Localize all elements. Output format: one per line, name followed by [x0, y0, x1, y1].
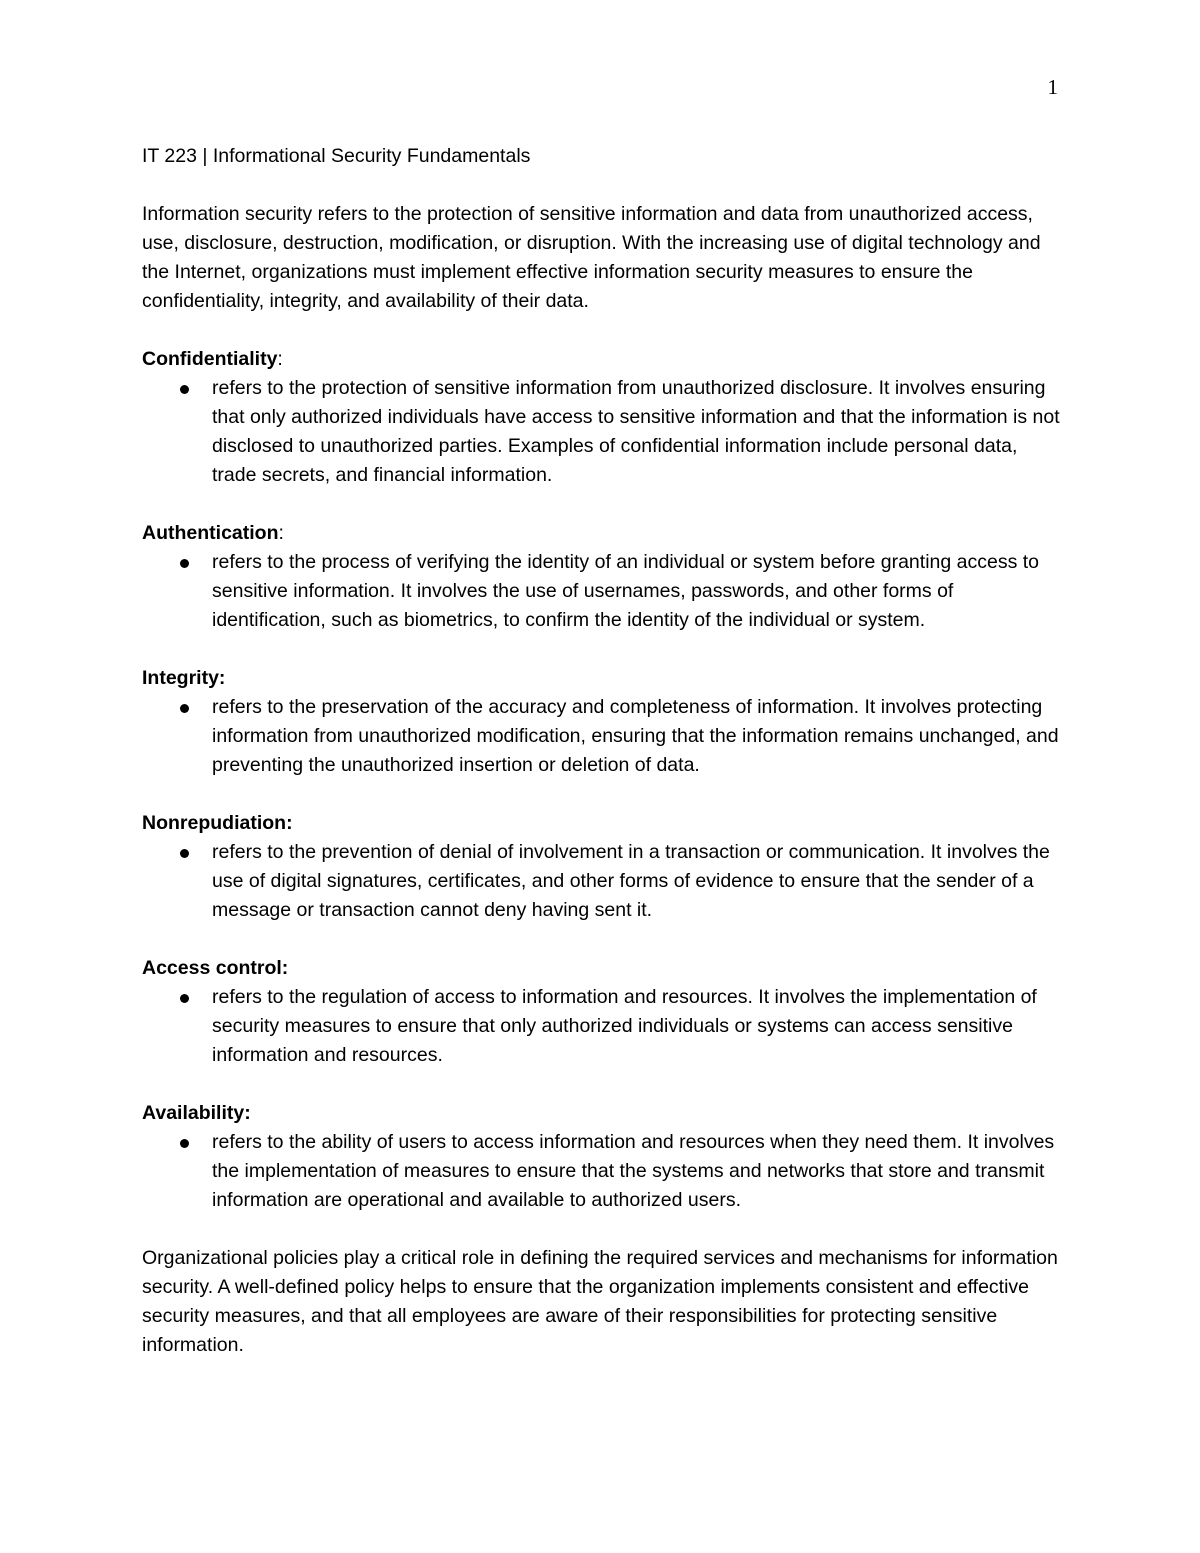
bullet-icon	[180, 559, 189, 568]
section-list	[142, 693, 1062, 780]
section-heading-text: Nonrepudiation:	[142, 812, 293, 834]
bullet-icon	[180, 704, 189, 713]
list-item	[142, 1128, 1062, 1215]
list-item-text: refers to the protection of sensitive information from unauthorized disclosure. It involves ensuring that only authorized individuals have access to sensitive information and that the information is not disclosed to unauthorized parties. Examples of confidential information include personal data, trade secrets, and financial information.	[212, 377, 1060, 486]
section-list	[142, 548, 1062, 635]
section-list	[142, 1128, 1062, 1215]
section-heading-text: Integrity:	[142, 667, 226, 689]
section-heading	[142, 954, 1062, 983]
intro-paragraph: Information security refers to the protection of sensitive information and data from unauthorized access, use, disclosure, destruction, modification, or disruption. With the increasing use of digital technology and the Internet, organizations must implement effective information security measures to ensure the confidentiality, integrity, and availability of their data.	[142, 203, 1041, 312]
list-item-text: refers to the preservation of the accuracy and completeness of information. It involves protecting information from unauthorized modification, ensuring that the information remains unchanged, and preventing the unauthorized insertion or deletion of data.	[212, 696, 1059, 776]
section-list	[142, 983, 1062, 1070]
section-heading-suffix: :	[278, 522, 284, 544]
section-availability	[142, 1099, 1062, 1215]
list-item	[142, 548, 1062, 635]
section-heading-text: Access control:	[142, 957, 289, 979]
bullet-icon	[180, 849, 189, 858]
section-authentication	[142, 519, 1062, 635]
section-list	[142, 838, 1062, 925]
section-heading	[142, 519, 1062, 548]
section-heading	[142, 1099, 1062, 1128]
list-item-text: refers to the prevention of denial of involvement in a transaction or communication. It involves the use of digital signatures, certificates, and other forms of evidence to ensure that the sender of a message or transaction cannot deny having sent it.	[212, 841, 1050, 921]
section-heading-suffix: :	[277, 348, 283, 370]
bullet-icon	[180, 385, 189, 394]
section-heading-text: Availability:	[142, 1102, 251, 1124]
list-item	[142, 374, 1062, 490]
closing-paragraph: Organizational policies play a critical role in defining the required services and mechanisms for information security. A well-defined policy helps to ensure that the organization implements consistent and effective security measures, and that all employees are aware of their responsibilities for protecting sensitive information.	[142, 1247, 1058, 1356]
list-item	[142, 983, 1062, 1070]
page-number: 1	[1047, 75, 1058, 99]
section-heading	[142, 345, 1062, 374]
list-item	[142, 838, 1062, 925]
document-title: IT 223 | Informational Security Fundamentals	[142, 145, 531, 167]
document-body	[142, 142, 1062, 1360]
section-confidentiality	[142, 345, 1062, 490]
bullet-icon	[180, 994, 189, 1003]
section-heading	[142, 664, 1062, 693]
list-item-text: refers to the regulation of access to information and resources. It involves the implementation of security measures to ensure that only authorized individuals or systems can access sensitive information and resources.	[212, 986, 1037, 1066]
section-access-control	[142, 954, 1062, 1070]
section-list	[142, 374, 1062, 490]
list-item	[142, 693, 1062, 780]
section-heading	[142, 809, 1062, 838]
bullet-icon	[180, 1139, 189, 1148]
section-heading-text: Authentication	[142, 522, 279, 544]
section-heading-text: Confidentiality	[142, 348, 278, 370]
section-nonrepudiation	[142, 809, 1062, 925]
list-item-text: refers to the ability of users to access information and resources when they need them. It involves the implementation of measures to ensure that the systems and networks that store and transmit information are operational and available to authorized users.	[212, 1131, 1055, 1211]
section-integrity	[142, 664, 1062, 780]
list-item-text: refers to the process of verifying the identity of an individual or system before granting access to sensitive information. It involves the use of usernames, passwords, and other forms of identification, such as biometrics, to confirm the identity of the individual or system.	[212, 551, 1040, 631]
